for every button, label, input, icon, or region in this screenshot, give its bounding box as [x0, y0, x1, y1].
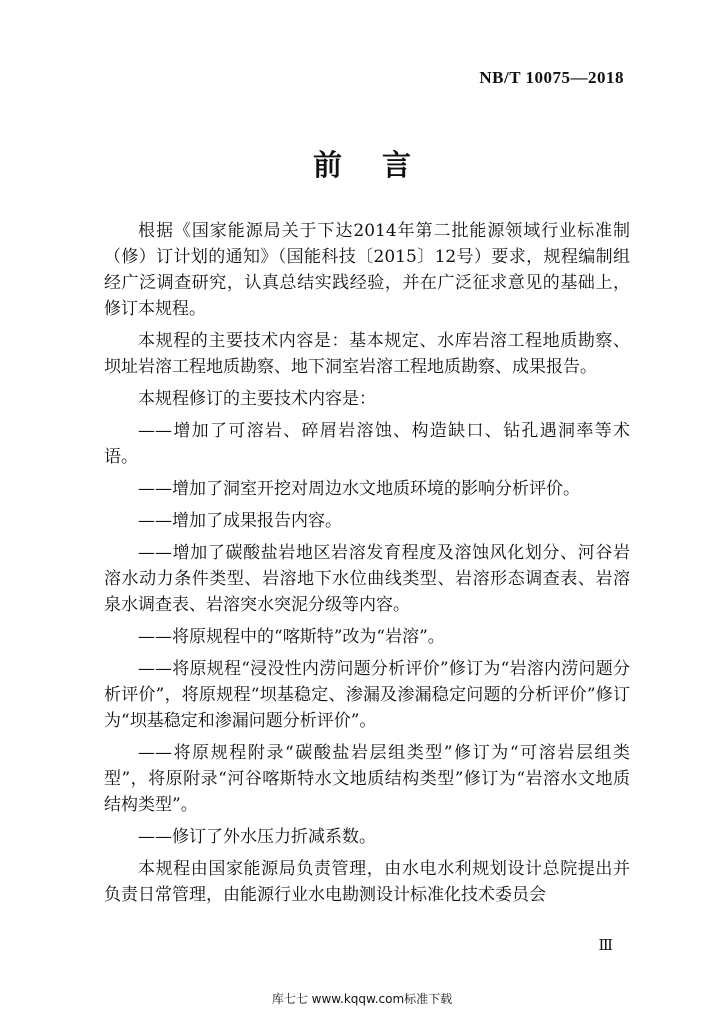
revision-item: ——修订了外水压力折减系数。	[138, 827, 376, 847]
revision-item: ——将原规程中的“喀斯特”改为“岩溶”。	[138, 627, 445, 647]
footer-watermark: 库七七 www.kqqw.com标准下载	[271, 992, 453, 1006]
paragraph-main-content: 本规程的主要技术内容是：基本规定、水库岩溶工程地质勘察、坝址岩溶工程地质勘察、地下洞室岩溶工程地质勘察、成果报告。	[104, 331, 630, 377]
revision-item: ——将原规程附录“碳酸盐岩层组类型”修订为“可溶岩层组类型”，将原附录“河谷喀斯特水文地质结构类型”修订为“岩溶水文地质结构类型”。	[104, 743, 630, 815]
revision-item: ——将原规程“浸没性内涝问题分析评价”修订为“岩溶内涝问题分析评价”，将原规程“坝基稳定、渗漏及渗漏稳定问题的分析评价”修订为“坝基稳定和渗漏问题分析评价”。	[104, 659, 630, 731]
page-title: 前言	[312, 148, 451, 182]
paragraph-management: 本规程由国家能源局负责管理，由水电水利规划设计总院提出并负责日常管理，由能源行业水电勘测设计标准化技术委员会	[104, 859, 630, 905]
paragraph-revision-intro: 本规程修订的主要技术内容是：	[138, 389, 376, 409]
revision-item: ——增加了成果报告内容。	[138, 511, 342, 531]
revision-item: ——增加了洞室开挖对周边水文地质环境的影响分析评价。	[138, 479, 580, 499]
revision-item: ——增加了可溶岩、碎屑岩溶蚀、构造缺口、钻孔遇洞率等术语。	[104, 421, 630, 467]
revision-item: ——增加了碳酸盐岩地区岩溶发育程度及溶蚀风化划分、河谷岩溶水动力条件类型、岩溶地下水位曲线类型、岩溶形态调查表、岩溶泉水调查表、岩溶突水突泥分级等内容。	[104, 543, 630, 615]
paragraph-basis: 根据《国家能源局关于下达2014年第二批能源领域行业标准制（修）订计划的通知》（国能科技〔2015〕12号）要求，规程编制组经广泛调查研究，认真总结实践经验，并在广泛征求意见的基础上，修订本规程。	[104, 221, 630, 319]
page-number: Ⅲ	[598, 938, 613, 954]
standard-code: NB/T 10075—2018	[479, 68, 624, 87]
body-text	[104, 218, 630, 914]
